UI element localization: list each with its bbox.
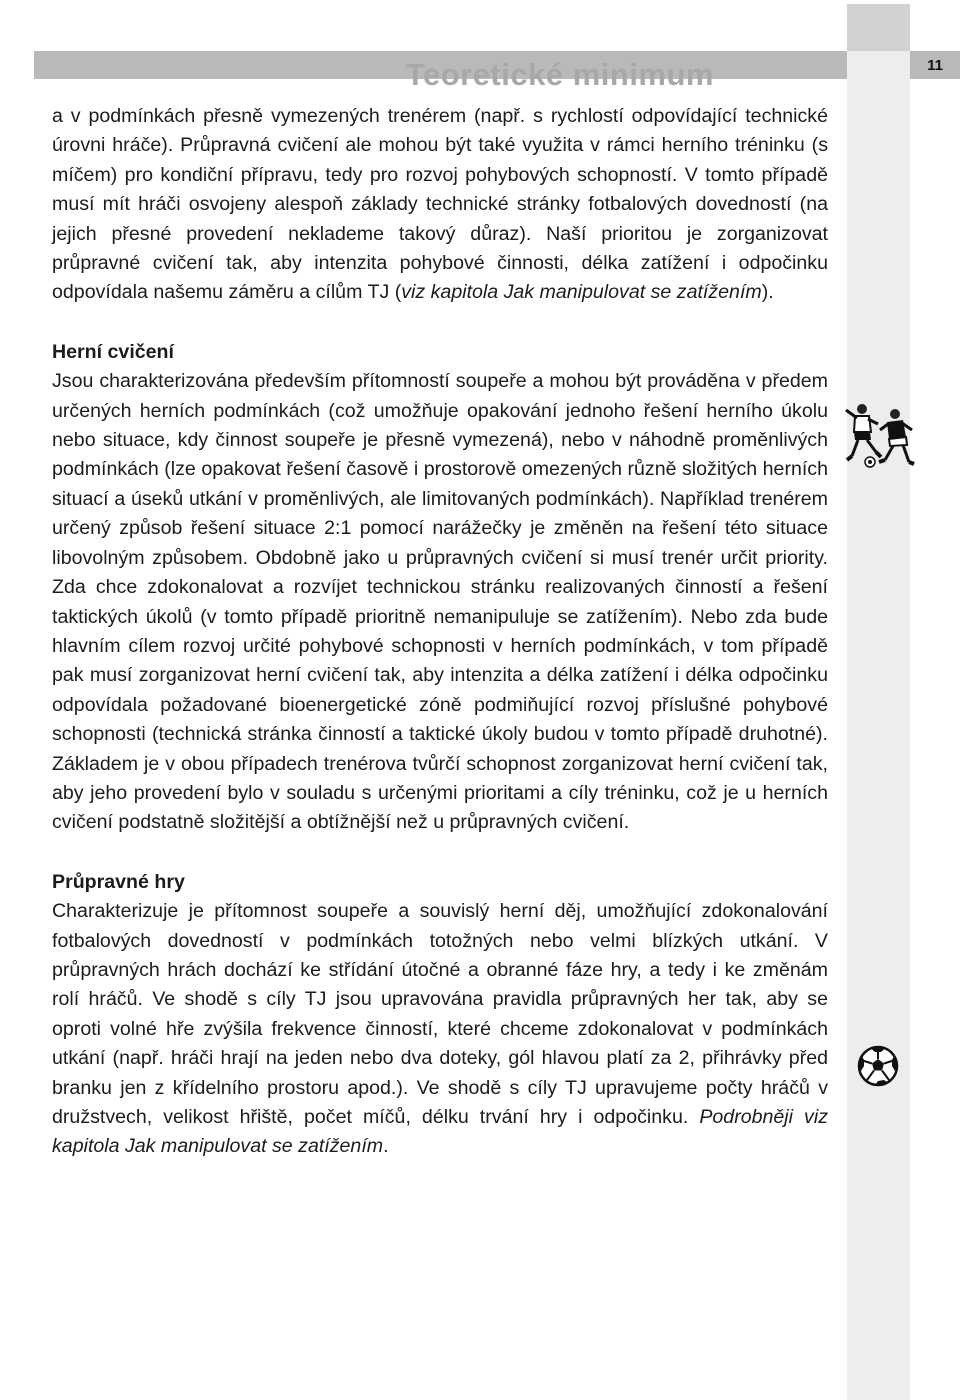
section-heading-herni-cviceni: Herní cvičení (52, 340, 174, 363)
section-reference: Podrobněji viz kapitola Jak manipulovat se zatížením (52, 1106, 828, 1158)
football-players-icon (843, 400, 915, 470)
intro-reference: viz kapitola Jak manipulovat se zatížením (401, 281, 762, 304)
intro-text: a v podmínkách přesně vymezených trenérem (např. s rychlostí odpovídající technické úrovni hráče). Průpravná cvičení ale mohou být také využita v rámci herního tréninku (s míčem) pro kondiční přípravu, tedy pro rozvoj pohybových schopností. V tomto případě musí mít hráči osvojeny alespoň základy technické stránky fotbalových dovedností (na jejich přesné provedení neklademe takový důraz). Naší prioritou je zorganizovat průpravné cvičení tak, aby intenzita pohybové činnosti, délka zatížení i odpočinku odpovídala našemu záměru a cílům TJ ( (52, 105, 828, 304)
section-text-end: . (383, 1135, 389, 1158)
header-bar (34, 51, 847, 92)
page-content (52, 102, 828, 1162)
section-heading-pruptravne-hry: Průpravné hry (52, 870, 185, 893)
section-text-body: Charakterizuje je přítomnost soupeře a souvislý herní děj, umožňující zdokonalování fotbalových dovedností v podmínkách totožných nebo velmi blízkých utkání. V průpravných hrách dochází ke střídání útočné a obranné fáze hry, a tedy i ke změnám rolí hráčů. Ve shodě s cíly TJ jsou upravována pravidla průpravných her tak, aby se oproti volné hře zvýšila frekvence činností, které chceme zdokonalovat v podmínkách utkání (např. hráči hrají na jeden nebo dva doteky, gól hlavou platí za 2, přihrávky před branku jen z křídelního prostoru apod.). Ve shodě s cíly TJ upravujeme počty hráčů v družstvech, velikost hřiště, počet míčů, délku trvání hry i odpočinku. (52, 900, 828, 1128)
section-text-pruptravne-hry (52, 897, 828, 1162)
page-title: Teoretické minimum (405, 57, 714, 92)
intro-paragraph (52, 102, 828, 308)
section-text-herni-cviceni: Jsou charakterizována především přítomností soupeře a mohou být prováděna v předem určených herních podmínkách (což umožňuje opakování jednoho řešení herního úkolu nebo situace, kdy činnost soupeře je přesně vymezená), nebo v náhodně proměnlivých podmínkách (lze opakovat řešení časově i prostorově omezených různě složitých herních situací a úseků utkání v proměnlivých, ale limitovaných podmínkách). Například trenérem určený způsob řešení situace 2:1 pomocí narážečky je změněn na řešení této situace libovolným způsobem. Obdobně jako u průpravných cvičení si musí trenér určit priority. Zda chce zdokonalovat a rozvíjet technickou stránku realizovaných činností a řešení taktických úkolů (v tomto případě prioritně nemanipuluje se zatížením). Nebo zda bude hlavním cílem rozvoj určité pohybové schopnosti v herních podmínkách, v tom případě pak musí zorganizovat herní cvičení tak, aby intenzita a délka zatížení i délka odpočinku odpovídala požadované bioenergetické zóně podmiňující rozvoj příslušné pohybové schopnosti (technická stránka činností a taktické úkoly budou v tomto případě druhotné). Základem je v obou případech trenérova tvůrčí schopnost zorganizovat herní cvičení tak, aby jeho provedení bylo v souladu s určenými prioritami a cíly tréninku, což je u herních cvičení podstatně složitější a obtížnější než u průpravných cvičení. (52, 370, 828, 834)
football-ball-icon (857, 1045, 899, 1087)
intro-end: ). (761, 281, 774, 304)
thumb-index-tab-top (847, 4, 910, 51)
page-number: 11 (910, 51, 960, 79)
thumb-index-tab (847, 4, 910, 1400)
